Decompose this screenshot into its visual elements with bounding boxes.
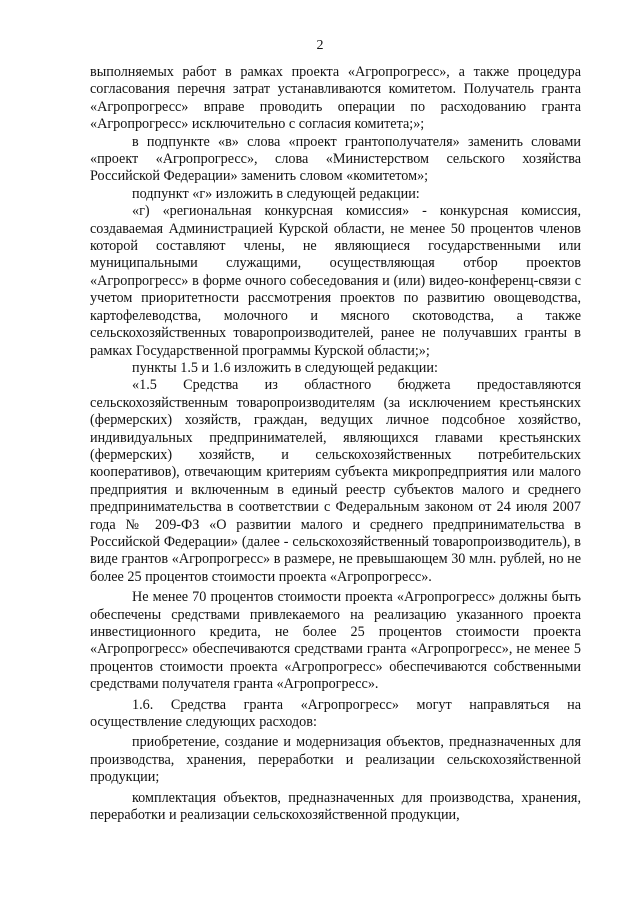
document-body (90, 64, 581, 824)
paragraph-3: подпункт «г» изложить в следующей редакции: (132, 185, 420, 202)
paragraph-8: 1.6. Средства гранта «Агропрогресс» могут направляться на осуществление следующих расходов: (90, 696, 581, 731)
paragraph-9: приобретение, создание и модернизация объектов, предназначенных для производства, хранения, переработки и реализации сельскохозяйственной продукции; (90, 734, 581, 786)
paragraph-4: «г) «региональная конкурсная комиссия» - конкурсная комиссия, создаваемая Администрацией Курской области, не менее 50 процентов членов которой составляют члены, не являющиеся государственными или муниципальными служащими, осуществляющая отбор проектов «Агропрогресс» в форме очного собеседования и (или) видео-конференц-связи с учетом приоритетности рассмотрения проектов по развитию овощеводства, картофелеводства, молочного и мясного скотоводства, а также сельскохозяйственных товаропроизводителей, ранее не получавших гранты в рамках Государственной программы Курской области;»; (90, 203, 581, 359)
paragraph-7: Не менее 70 процентов стоимости проекта «Агропрогресс» должны быть обеспечены средствами привлекаемого на реализацию указанного проекта инвестиционного кредита, не более 25 процентов стоимости проекта «Агропрогресс» обеспечиваются средствами гранта «Агропрогресс», не менее 5 процентов стоимости проекта «Агропрогресс» обеспечиваются собственными средствами получателя гранта «Агропрогресс». (90, 589, 581, 693)
paragraph-5: пункты 1.5 и 1.6 изложить в следующей редакции: (132, 359, 438, 376)
paragraph-2: в подпункте «в» слова «проект грантополучателя» заменить словами «проект «Агропрогресс», слова «Министерством сельского хозяйства Российской Федерации» заменить словом «комитетом»; (90, 133, 581, 185)
paragraph-10: комплектация объектов, предназначенных для производства, хранения, переработки и реализации сельскохозяйственной продукции, (90, 789, 581, 824)
paragraph-6: «1.5 Средства из областного бюджета предоставляются сельскохозяйственным товаропроизводителям (за исключением крестьянских (фермерских) хозяйств, граждан, ведущих личное подсобное хозяйство, индивидуальных предпринимателей, являющихся главами крестьянских (фермерских) хозяйств, и сельскохозяйственных потребительских кооперативов), отвечающим критериям субъекта микропредприятия или малого предприятия и включенным в единый реестр субъектов малого и среднего предпринимательства в соответствии с Федеральным законом от 24 июля 2007 года № 209-ФЗ «О развитии малого и среднего предпринимательства в Российской Федерации» (далее - сельскохозяйственный товаропроизводитель), в виде грантов «Агропрогресс» в размере, не превышающем 30 млн. рублей, но не более 25 процентов стоимости проекта «Агропрогресс». (90, 377, 581, 585)
page-number: 2 (316, 38, 324, 53)
paragraph-1: выполняемых работ в рамках проекта «Агропрогресс», а также процедура согласования перечня затрат устанавливаются комитетом. Получатель гранта «Агропрогресс» вправе проводить операции по расходованию гранта «Агропрогресс» исключительно с согласия комитета;»; (90, 64, 581, 133)
